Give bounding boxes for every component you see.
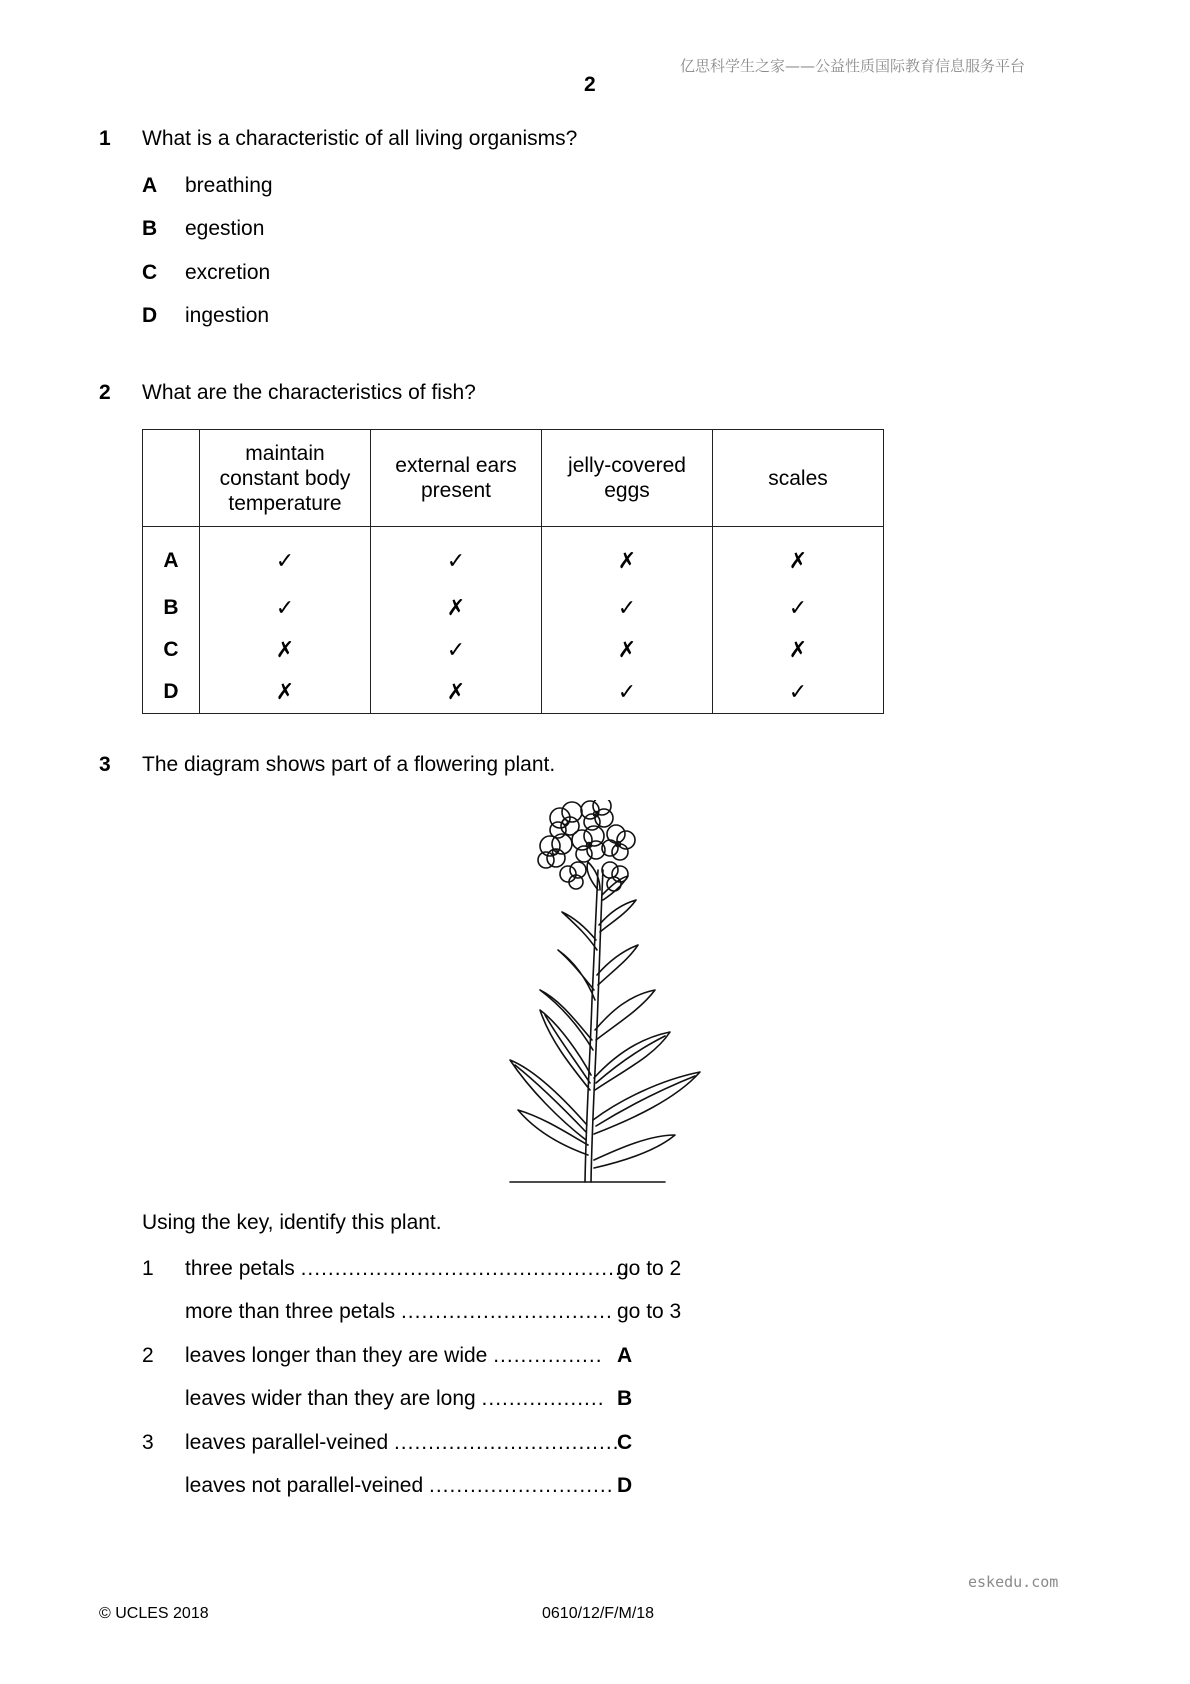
key-text: leaves parallel-veined: [185, 1431, 389, 1454]
tick-mark: ✓: [200, 587, 371, 629]
key-instruction: Using the key, identify this plant.: [142, 1211, 442, 1234]
copyright: © UCLES 2018: [99, 1605, 209, 1622]
key-text: leaves not parallel-veined: [185, 1474, 424, 1497]
key-text: more than three petals: [185, 1300, 396, 1323]
tick-mark: ✓: [713, 587, 884, 629]
key-line: [185, 1257, 629, 1281]
q1-option-text: egestion: [185, 217, 265, 240]
leaf: [562, 912, 597, 950]
q1-option-letter: A: [142, 174, 158, 197]
tick-mark: ✓: [371, 527, 542, 588]
leaf: [597, 945, 638, 985]
flower-cluster: [538, 800, 635, 891]
table-header-cell: jelly-covered eggs: [542, 430, 713, 527]
paper-code: 0610/12/F/M/18: [542, 1605, 655, 1622]
question-1-number: 1: [99, 127, 111, 150]
table-corner-cell: [143, 430, 200, 527]
table-header-cell: external ears present: [371, 430, 542, 527]
row-label: B: [143, 587, 200, 629]
key-result: C: [617, 1431, 633, 1454]
question-1-text: What is a characteristic of all living organisms?: [142, 127, 578, 150]
table-row: [143, 629, 884, 671]
key-number: 3: [142, 1431, 154, 1454]
table-row: [143, 587, 884, 629]
question-2-text: What are the characteristics of fish?: [142, 381, 476, 404]
key-dots: ................................................: [300, 1257, 629, 1280]
key-result: A: [617, 1344, 633, 1367]
q1-option-text: ingestion: [185, 304, 270, 327]
key-line: [185, 1431, 620, 1455]
flowering-plant-diagram: [490, 800, 710, 1190]
key-dots: ...........................: [429, 1474, 614, 1497]
q1-option-text: breathing: [185, 174, 273, 197]
leaf: [540, 1010, 591, 1090]
table-row: [143, 527, 884, 588]
leaf-midrib: [515, 1065, 586, 1132]
watermark-top: 亿思科学生之家——公益性质国际教育信息服务平台: [680, 57, 1026, 75]
key-dots: ...............................: [400, 1300, 613, 1323]
table-row: [143, 671, 884, 714]
key-result: go to 3: [617, 1300, 682, 1323]
cross-mark: ✗: [542, 527, 713, 588]
cross-mark: ✗: [713, 527, 884, 588]
key-result: go to 2: [617, 1257, 682, 1280]
key-dots: ..................: [481, 1387, 605, 1410]
cross-mark: ✗: [200, 671, 371, 714]
table-header-cell: scales: [713, 430, 884, 527]
key-result: D: [617, 1474, 633, 1497]
cross-mark: ✗: [371, 587, 542, 629]
q1-option-letter: B: [142, 217, 158, 240]
key-line: [185, 1300, 613, 1324]
tick-mark: ✓: [542, 671, 713, 714]
key-text: leaves longer than they are wide: [185, 1344, 488, 1367]
key-dots: ................: [493, 1344, 603, 1367]
tick-mark: ✓: [371, 629, 542, 671]
main-stem-outline: [591, 870, 603, 1182]
key-text: three petals: [185, 1257, 295, 1280]
cross-mark: ✗: [713, 629, 884, 671]
key-line: [185, 1474, 614, 1498]
main-stem: [585, 870, 598, 1182]
leaf-midrib: [545, 1015, 590, 1083]
row-label: C: [143, 629, 200, 671]
q1-option-letter: C: [142, 261, 158, 284]
tick-mark: ✓: [542, 587, 713, 629]
cross-mark: ✗: [371, 671, 542, 714]
row-label: A: [143, 527, 200, 588]
leaf-midrib: [596, 1036, 665, 1083]
leaf: [558, 950, 595, 1000]
question-2-number: 2: [99, 381, 111, 404]
leaf: [595, 990, 655, 1040]
q1-option-text: excretion: [185, 261, 271, 284]
q1-option-letter: D: [142, 304, 158, 327]
table-header-cell: maintain constant body temperature: [200, 430, 371, 527]
key-number: 2: [142, 1344, 154, 1367]
cross-mark: ✗: [200, 629, 371, 671]
page-number: 2: [584, 73, 596, 96]
leaf: [594, 1135, 675, 1168]
row-label: D: [143, 671, 200, 714]
leaf-midrib: [596, 1076, 695, 1126]
tick-mark: ✓: [200, 527, 371, 588]
key-dots: .................................: [393, 1431, 620, 1454]
key-result: B: [617, 1387, 633, 1410]
leaf: [599, 900, 636, 932]
leaf: [594, 1032, 670, 1090]
key-line: [185, 1344, 603, 1368]
question-3-text: The diagram shows part of a flowering plant.: [142, 753, 556, 776]
key-text: leaves wider than they are long: [185, 1387, 476, 1410]
table-header-row: [143, 430, 884, 527]
cross-mark: ✗: [542, 629, 713, 671]
key-line: [185, 1387, 605, 1411]
question-3-number: 3: [99, 753, 111, 776]
fish-characteristics-table: [142, 429, 884, 714]
watermark-bottom: eskedu.com: [968, 1573, 1059, 1591]
key-number: 1: [142, 1257, 154, 1280]
tick-mark: ✓: [713, 671, 884, 714]
